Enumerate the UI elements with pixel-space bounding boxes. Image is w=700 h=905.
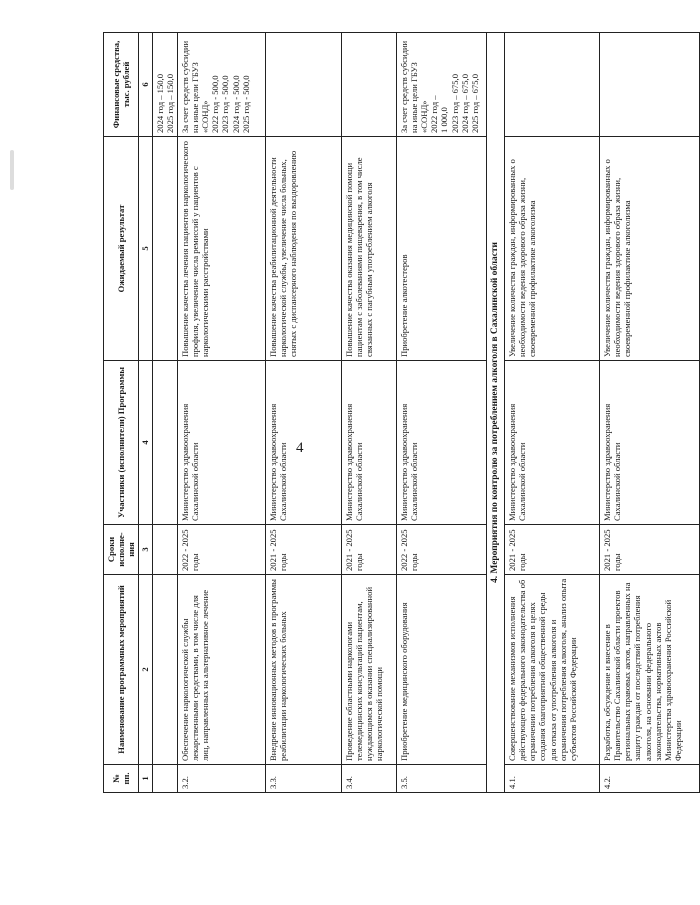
cell-result: Повышение качества реабилитационной деятельности наркологической службы, увеличение числа больных, снятых с диспансерного наблюдения по выздоровлению: [265, 137, 341, 361]
cell-num: 3.3.: [265, 765, 341, 793]
cell-num: [152, 765, 177, 793]
section-row: [486, 33, 504, 793]
col-number: 5: [139, 137, 152, 361]
cell-name: Совершенствование механизмов исполнения действующего федерального законодательства об ограничении потребления алкоголя в целях создания благоприятной общественной среды для отказа от употребления алкоголя и ограничения потребления алкоголя, анализ опыта субъектов Российской Федерации: [504, 575, 599, 765]
header-participants: Участники (исполнители) Программы: [104, 361, 139, 525]
cell-participants: Министерство здравоохранения Сахалинской области: [265, 361, 341, 525]
rotated-table-frame: [103, 33, 683, 793]
cell-name: Обеспечение наркологической службы лекарственными средствами, в том числе для лиц, направленных на альтернативное лечение: [177, 575, 265, 765]
col-number: 1: [139, 765, 152, 793]
section-title: 4. Мероприятия по контролю за потреблением алкоголя в Сахалинской области: [486, 33, 504, 793]
col-number: 2: [139, 575, 152, 765]
program-table: [103, 32, 700, 793]
cell-term: [152, 525, 177, 575]
cell-term: 2022 - 2025 годы: [177, 525, 265, 575]
cell-finance: За счет средств субсидии на иные цели ГБУЗ «СОНД» 2022 год – 1 000,0 2023 год – 675,0 2024 год – 675,0 2025 год – 675,0: [396, 33, 486, 137]
cell-participants: [152, 361, 177, 525]
cell-num: 4.2.: [599, 765, 699, 793]
cell-participants: Министерство здравоохранения Сахалинской области: [341, 361, 396, 525]
cell-participants: Министерство здравоохранения Сахалинской области: [396, 361, 486, 525]
table-row: [177, 33, 265, 793]
cell-term: 2022 - 2025 годы: [396, 525, 486, 575]
cell-name: Разработка, обсуждение и внесение в Правительство Сахалинской области проектов региональных правовых актов, направленных на защиту граждан от последствий потребления алкоголя, на основании федерального законодательства, нормативных актов Министерства здравоохранения Российской Федерации: [599, 575, 699, 765]
cell-term: 2021 - 2025 годы: [265, 525, 341, 575]
cell-result: Увеличение количества граждан, информированных о необходимости ведения здорового образа жизни, своевременной профилактике алкоголизма: [599, 137, 699, 361]
table-container: [103, 33, 683, 793]
cell-finance: [341, 33, 396, 137]
cell-name: [152, 575, 177, 765]
cell-term: 2021 - 2025 годы: [599, 525, 699, 575]
header-name: Наименование программных мероприятий: [104, 575, 139, 765]
col-number: 6: [139, 33, 152, 137]
col-number: 4: [139, 361, 152, 525]
cell-participants: Министерство здравоохранения Сахалинской области: [177, 361, 265, 525]
cell-finance: [265, 33, 341, 137]
cell-result: Повышение качества лечения пациентов наркологического профиля, увеличение числа ремиссий у пациентов с наркологическими расстройствами: [177, 137, 265, 361]
cell-finance: 2024 год – 150,0 2025 год – 150,0: [152, 33, 177, 137]
cell-name: Приобретение медицинского оборудования: [396, 575, 486, 765]
header-term: Сроки исполне-ния: [104, 525, 139, 575]
cell-finance: За счет средств субсидии на иные цели ГБУЗ «СОНД» 2022 год - 500,0 2023 год - 500,0 2024 год - 500,0 2025 год - 500,0: [177, 33, 265, 137]
header-result: Ожидаемый результат: [104, 137, 139, 361]
cell-participants: Министерство здравоохранения Сахалинской области: [599, 361, 699, 525]
table-row: [396, 33, 486, 793]
cell-result: Повышение качества оказания медицинской помощи пациентам с заболеваниями пищеварения, в том числе связанных с пагубным употреблением алкоголя: [341, 137, 396, 361]
cell-result: [152, 137, 177, 361]
cell-finance: [504, 33, 599, 137]
cell-result: Увеличение количества граждан, информированных о необходимости ведения здорового образа жизни, своевременной профилактике алкоголизма: [504, 137, 599, 361]
cell-num: 3.2.: [177, 765, 265, 793]
table-row: [152, 33, 177, 793]
header-num: № пп.: [104, 765, 139, 793]
cell-name: Проведение областными наркологами телемедицинских консультаций пациентам, нуждающимся в оказании специализированной наркологической помощи: [341, 575, 396, 765]
cell-name: Внедрение инновационных методов в программы реабилитации наркологических больных: [265, 575, 341, 765]
table-row: [341, 33, 396, 793]
table-row: [599, 33, 699, 793]
cell-num: 4.1.: [504, 765, 599, 793]
page-number: 4: [296, 440, 304, 456]
header-row: [104, 33, 139, 793]
scan-smudge: [10, 150, 14, 190]
table-row: [265, 33, 341, 793]
table-row: [504, 33, 599, 793]
cell-num: 3.4.: [341, 765, 396, 793]
cell-term: 2021 - 2025 годы: [341, 525, 396, 575]
cell-num: 3.5.: [396, 765, 486, 793]
cell-participants: Министерство здравоохранения Сахалинской области: [504, 361, 599, 525]
cell-term: 2021 - 2025 годы: [504, 525, 599, 575]
cell-result: Приобретение алкотестеров: [396, 137, 486, 361]
header-finance: Финансовые средства, тыс. рублей: [104, 33, 139, 137]
cell-finance: [599, 33, 699, 137]
column-number-row: [139, 33, 152, 793]
col-number: 3: [139, 525, 152, 575]
